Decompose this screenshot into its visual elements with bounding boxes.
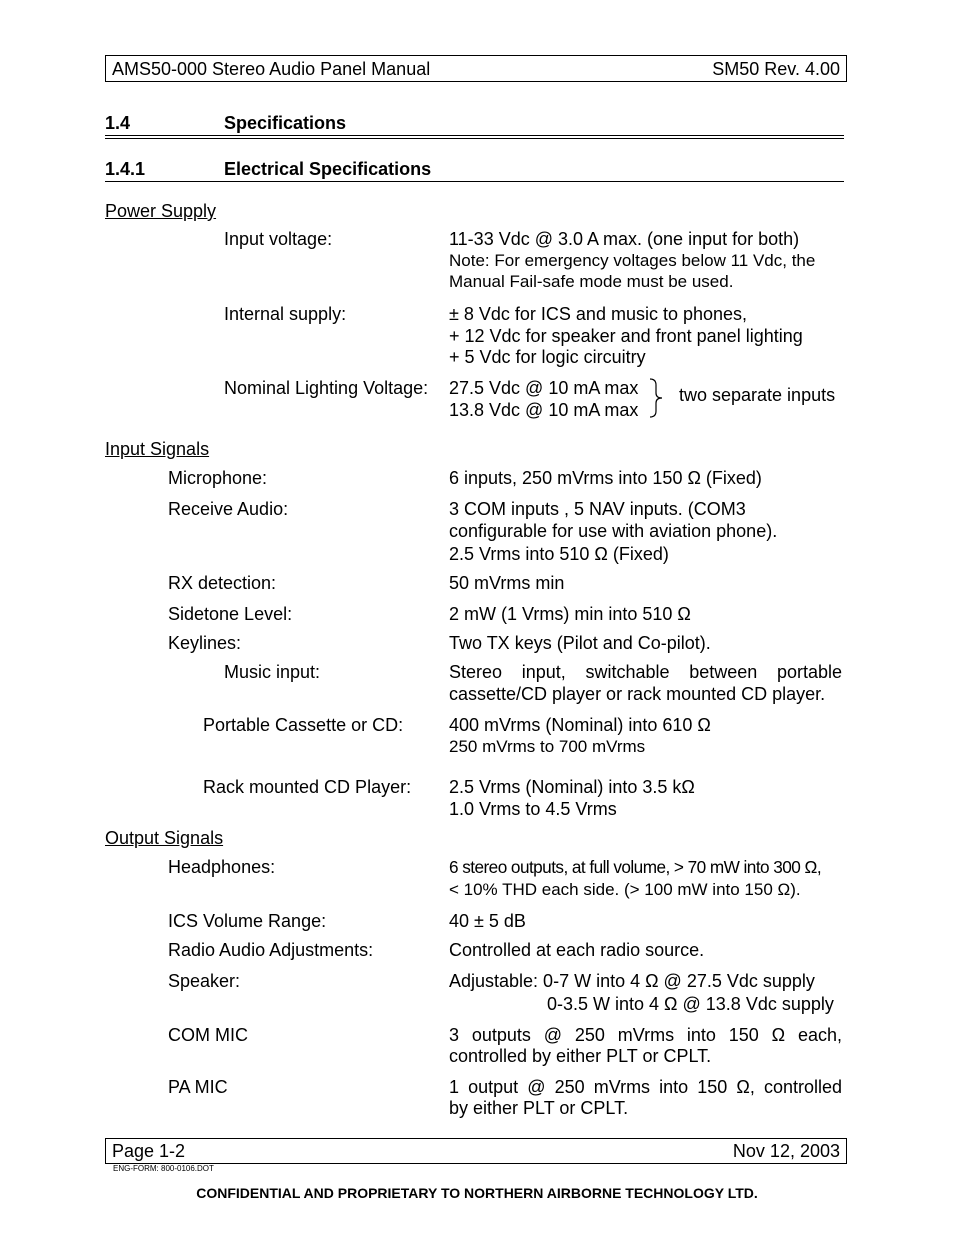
portable-line1: 400 mVrms (Nominal) into 610 Ω: [449, 715, 711, 735]
footer-confidential: CONFIDENTIAL AND PROPRIETARY TO NORTHERN AIRBORNE TECHNOLOGY LTD.: [196, 1185, 758, 1201]
com-mic-label: COM MIC: [168, 1025, 248, 1045]
pa-mic-line2: by either PLT or CPLT.: [449, 1098, 629, 1118]
speaker-label: Speaker:: [168, 971, 241, 991]
output-signals-heading: Output Signals: [105, 828, 224, 848]
microphone-value: 6 inputs, 250 mVrms into 150 Ω (Fixed): [449, 468, 762, 488]
subsection-rule: [105, 181, 844, 182]
sidetone-value: 2 mW (1 Vrms) min into 510 Ω: [449, 604, 691, 624]
header-box: [105, 55, 847, 82]
lighting-voltage-line2: 13.8 Vdc @ 10 mA max: [449, 400, 639, 420]
receive-audio-line1: 3 COM inputs , 5 NAV inputs. (COM3: [449, 499, 746, 519]
music-input-line2: cassette/CD player or rack mounted CD player.: [449, 684, 826, 704]
microphone-label: Microphone:: [168, 468, 268, 488]
lighting-voltage-note: two separate inputs: [679, 385, 836, 405]
sidetone-label: Sidetone Level:: [168, 604, 293, 624]
input-voltage-label: Input voltage:: [224, 229, 333, 249]
header-title: AMS50-000 Stereo Audio Panel Manual: [112, 59, 431, 79]
receive-audio-line3: 2.5 Vrms into 510 Ω (Fixed): [449, 544, 669, 564]
lighting-voltage-line1: 27.5 Vdc @ 10 mA max: [449, 378, 639, 398]
speaker-line1: Adjustable: 0-7 W into 4 Ω @ 27.5 Vdc supply: [449, 971, 815, 991]
input-voltage-note-line1: Note: For emergency voltages below 11 Vdc, the: [449, 251, 816, 270]
portable-label: Portable Cassette or CD:: [203, 715, 404, 735]
radio-audio-value: Controlled at each radio source.: [449, 940, 705, 960]
portable-line2: 250 mVrms to 700 mVrms: [449, 737, 646, 756]
footer-form-id: ENG-FORM: 800-0106.DOT: [113, 1164, 214, 1173]
internal-supply-line2: + 12 Vdc for speaker and front panel lighting: [449, 326, 803, 346]
receive-audio-label: Receive Audio:: [168, 499, 289, 519]
keylines-value: Two TX keys (Pilot and Co-pilot).: [449, 633, 711, 653]
subsection-title: Electrical Specifications: [224, 159, 432, 179]
rack-cd-label: Rack mounted CD Player:: [203, 777, 412, 797]
rack-cd-line2: 1.0 Vrms to 4.5 Vrms: [449, 799, 617, 819]
section-rule-1: [105, 135, 844, 136]
brace-icon: [648, 377, 668, 419]
lighting-voltage-label: Nominal Lighting Voltage:: [224, 378, 429, 398]
input-voltage-note-line2: Manual Fail-safe mode must be used.: [449, 272, 734, 291]
com-mic-line1: 3 outputs @ 250 mVrms into 150 Ω each,: [449, 1025, 842, 1045]
footer-date: Nov 12, 2003: [732, 1141, 840, 1161]
keylines-label: Keylines:: [168, 633, 242, 653]
section-number: 1.4: [105, 113, 131, 133]
speaker-line2: 0-3.5 W into 4 Ω @ 13.8 Vdc supply: [547, 994, 834, 1014]
headphones-line2: < 10% THD each side. (> 100 mW into 150 Ω).: [449, 880, 801, 899]
rack-cd-line1: 2.5 Vrms (Nominal) into 3.5 kΩ: [449, 777, 695, 797]
rx-detection-label: RX detection:: [168, 573, 277, 593]
subsection-number: 1.4.1: [105, 159, 146, 179]
footer-box: [105, 1138, 847, 1164]
input-voltage-value: 11-33 Vdc @ 3.0 A max. (one input for both): [449, 229, 800, 249]
pa-mic-label: PA MIC: [168, 1077, 228, 1097]
internal-supply-line3: + 5 Vdc for logic circuitry: [449, 347, 646, 367]
headphones-label: Headphones:: [168, 857, 276, 877]
rx-detection-value: 50 mVrms min: [449, 573, 565, 593]
power-supply-heading: Power Supply: [105, 201, 217, 221]
internal-supply-line1: ± 8 Vdc for ICS and music to phones,: [449, 304, 748, 324]
pa-mic-line1: 1 output @ 250 mVrms into 150 Ω, controlled: [449, 1077, 842, 1097]
section-rule-2: [105, 138, 844, 139]
ics-volume-value: 40 ± 5 dB: [449, 911, 526, 931]
radio-audio-label: Radio Audio Adjustments:: [168, 940, 374, 960]
receive-audio-line2: configurable for use with aviation phone).: [449, 521, 778, 541]
footer-page: Page 1-2: [112, 1141, 186, 1161]
header-revision: SM50 Rev. 4.00: [712, 59, 840, 79]
ics-volume-label: ICS Volume Range:: [168, 911, 327, 931]
music-input-line1: Stereo input, switchable between portable: [449, 662, 842, 682]
headphones-line1: 6 stereo outputs, at full volume, > 70 mW into 300 Ω,: [449, 857, 822, 877]
music-input-label: Music input:: [224, 662, 321, 682]
com-mic-line2: controlled by either PLT or CPLT.: [449, 1046, 712, 1066]
section-title: Specifications: [224, 113, 347, 133]
input-signals-heading: Input Signals: [105, 439, 210, 459]
internal-supply-label: Internal supply:: [224, 304, 347, 324]
